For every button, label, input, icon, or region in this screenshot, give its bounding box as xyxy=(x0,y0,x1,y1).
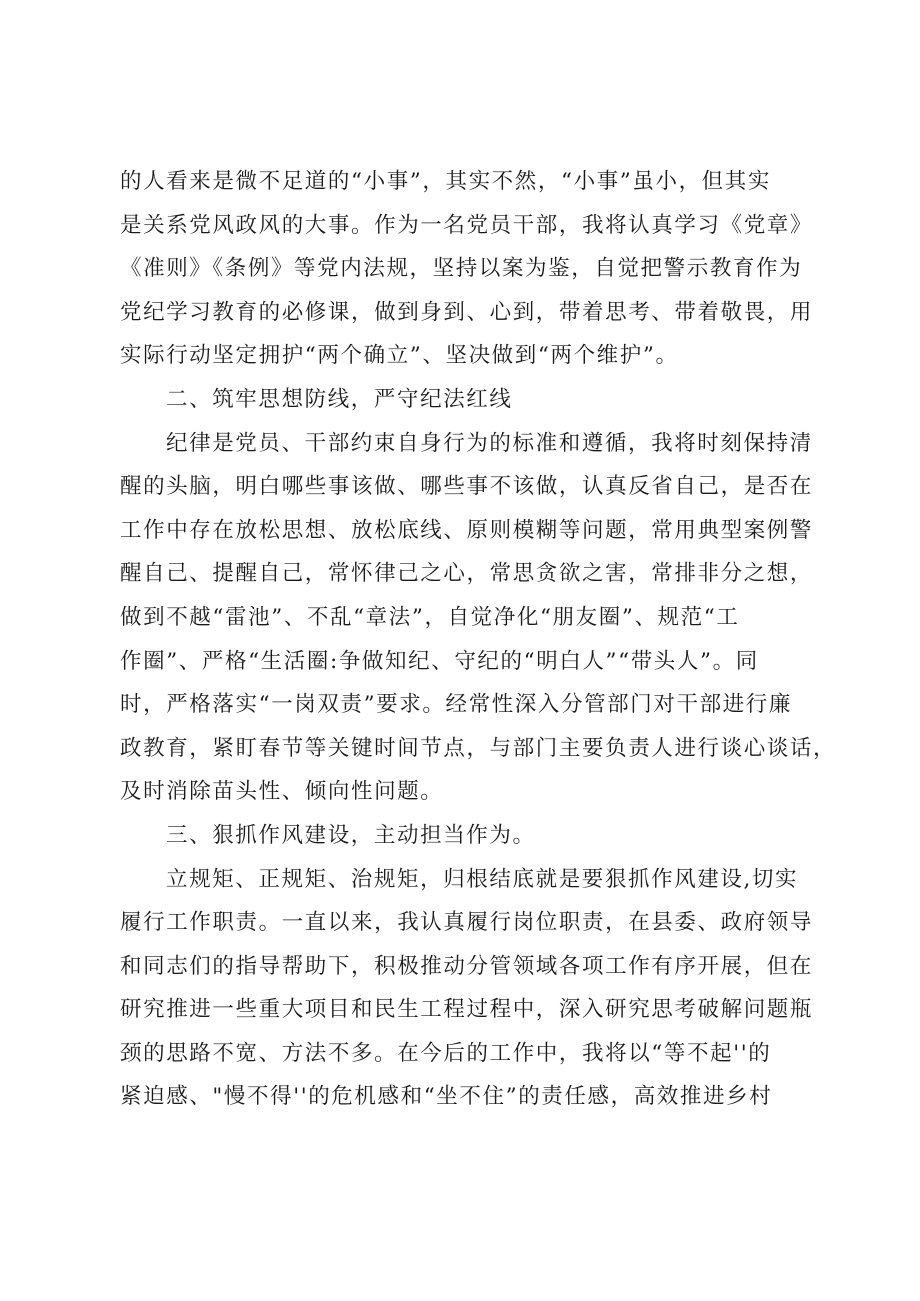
text-line: 工作中存在放松思想、放松底线、原则模糊等问题，常用典型案例警 xyxy=(120,517,814,543)
text-line: 实际行动坚定拥护“两个确立”、坚决做到“两个维护”。 xyxy=(120,343,679,369)
section-heading: 三、狠抓作风建设，主动担当作为。 xyxy=(166,822,536,848)
text-line: 时，严格落实“一岗双责”要求。经常性深入分管部门对干部进行廉 xyxy=(120,692,792,718)
text-line: 和同志们的指导帮助下，积极推动分管领域各项工作有序开展，但在 xyxy=(120,953,814,979)
paragraph-first-line: 纪律是党员、干部约束自身行为的标准和遵循，我将时刻保持清 xyxy=(166,430,813,456)
text-line: 作圈”、严格“生活圈:争做知纪、守纪的“明白人”“带头人”。同 xyxy=(120,648,759,674)
text-line: 党纪学习教育的必修课，做到身到、心到，带着思考、带着敬畏，用 xyxy=(120,299,814,325)
text-line: 醒的头脑，明白哪些事该做、哪些事不该做，认真反省自己，是否在 xyxy=(120,474,814,500)
text-line: 及时消除苗头性、倾向性问题。 xyxy=(120,779,444,805)
text-line: 紧迫感、"慢不得''的危机感和“坐不住”的责任感，高效推进乡村 xyxy=(120,1084,773,1110)
text-line: 颈的思路不宽、方法不多。在今后的工作中，我将以“等不起''的 xyxy=(120,1040,772,1066)
text-line: 研究推进一些重大项目和民生工程过程中，深入研究思考破解问题瓶 xyxy=(120,997,814,1023)
text-line: 的人看来是微不足道的“小事”，其实不然，“小事”虽小，但其实 xyxy=(120,169,771,194)
paragraph-first-line: 立规矩、正规矩、治规矩，归根结底就是要狠抓作风建设,切实 xyxy=(166,866,799,892)
text-line: 做到不越“雷池”、不乱“章法”，自觉净化“朋友圈”、规范“工 xyxy=(120,604,740,630)
text-line: 《准则》《条例》等党内法规，坚持以案为鉴，自觉把警示教育作为 xyxy=(120,256,803,282)
text-line: 政教育，紧盯春节等关键时间节点，与部门主要负责人进行谈心谈话， xyxy=(120,735,837,761)
text-line: 是关系党风政风的大事。作为一名党员干部，我将认真学习《党章》 xyxy=(120,212,814,238)
section-heading: 二、筑牢思想防线，严守纪法红线 xyxy=(166,386,513,412)
text-line: 履行工作职责。一直以来，我认真履行岗位职责，在县委、政府领导 xyxy=(120,910,814,936)
document-body xyxy=(120,160,840,1119)
text-line: 醒自己、提醒自己，常怀律己之心，常思贪欲之害，常排非分之想， xyxy=(120,561,814,587)
